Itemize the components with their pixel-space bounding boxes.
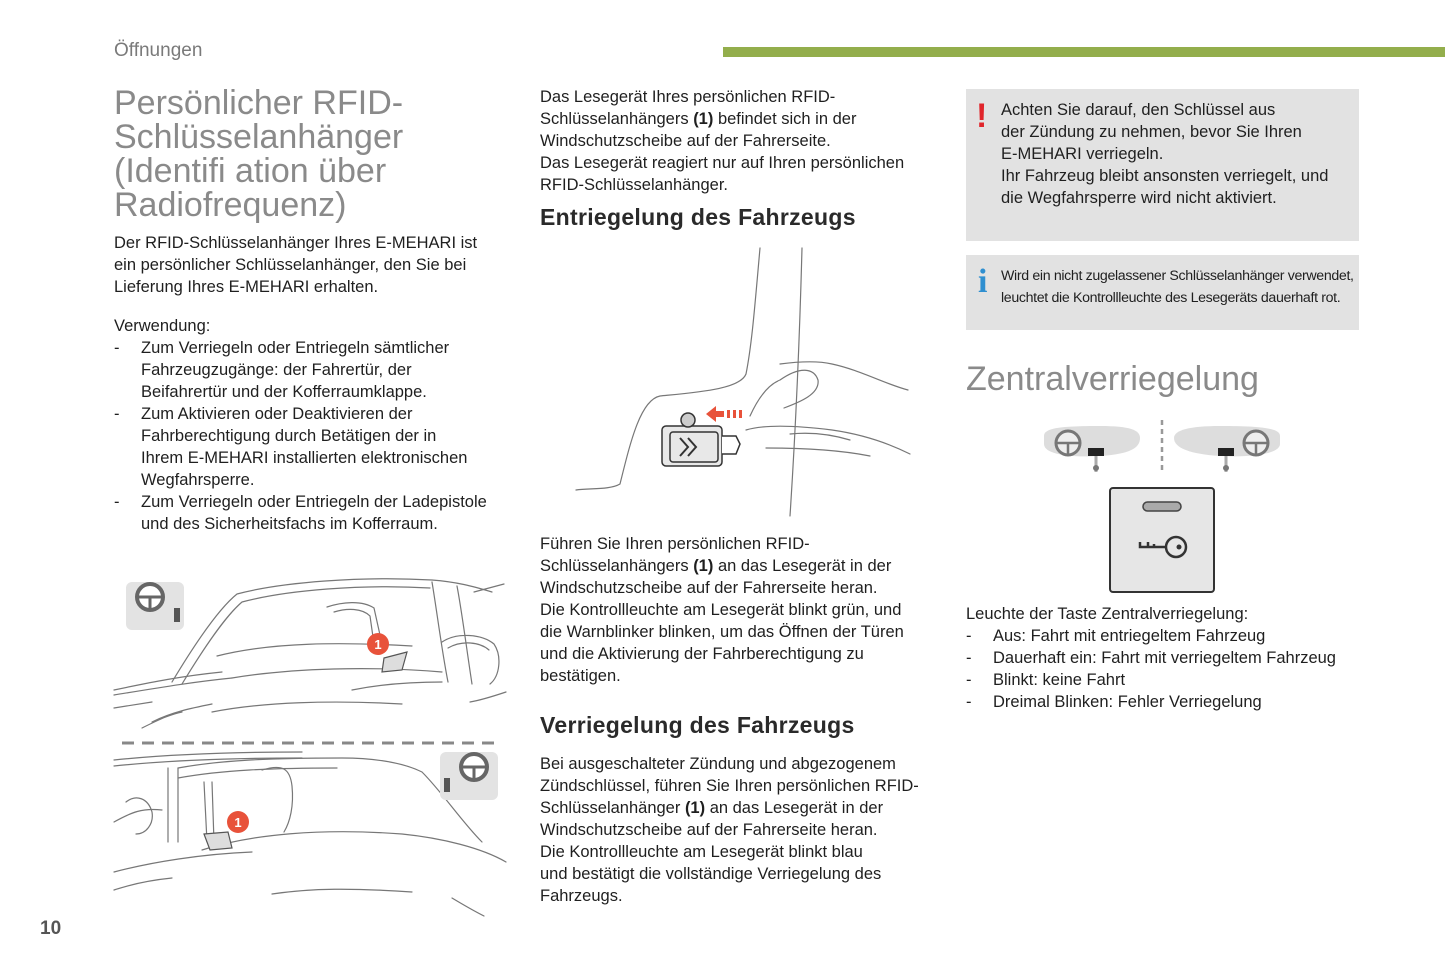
lock-heading: Verriegelung des Fahrzeugs — [540, 712, 855, 738]
text-line: Schlüsselanhänger (1) an das Lesegerät in der — [540, 799, 884, 817]
text-line: Die Kontrollleuchte am Lesegerät blinkt blau — [540, 843, 863, 861]
text-line: - Zum Verriegeln oder Entriegeln sämtlicher — [141, 339, 450, 357]
central-locking-illustration — [1040, 416, 1285, 596]
text-line: Ihr Fahrzeug bleibt ansonsten verriegelt, und — [1001, 167, 1329, 185]
text-line: Lieferung Ihres E-MEHARI erhalten. — [114, 278, 379, 296]
warning-box — [966, 89, 1359, 241]
lock-paragraph — [540, 753, 935, 907]
text-line: Die Kontrollleuchte am Lesegerät blinkt grün, und — [540, 601, 902, 619]
text-line: Windschutzscheibe auf der Fahrerseite heran. — [540, 579, 878, 597]
text-line: ein persönlicher Schlüsselanhänger, den Sie bei — [114, 256, 467, 274]
page-title-line: Schlüsselanhänger — [114, 118, 404, 156]
text-line: und die Aktivierung der Fahrberechtigung zu — [540, 645, 864, 663]
text-line: Der RFID-Schlüsselanhänger Ihres E-MEHARI ist — [114, 234, 478, 252]
text-line: die Wegfahrsperre wird nicht aktiviert. — [1001, 189, 1277, 207]
unlock-heading: Entriegelung des Fahrzeugs — [540, 204, 856, 230]
list-item — [114, 491, 514, 535]
text-line: und bestätigt die vollständige Verriegelung des — [540, 865, 882, 883]
list-item: - Blinkt: keine Fahrt — [966, 669, 1386, 691]
text-line: RFID-Schlüsselanhänger. — [540, 176, 729, 194]
callout-marker — [227, 811, 249, 833]
text-line: Das Lesegerät Ihres persönlichen RFID- — [540, 88, 836, 106]
callout-number: 1 — [374, 637, 382, 652]
info-icon: i — [978, 263, 988, 300]
keyfob-icon — [662, 413, 740, 466]
warning-text — [1001, 99, 1351, 209]
section-accent-bar — [723, 47, 1445, 57]
usage-section — [114, 315, 514, 535]
text-line: der Zündung zu nehmen, bevor Sie Ihren — [1001, 123, 1302, 141]
text-line: Schlüsselanhängers (1) an das Lesegerät in der — [540, 557, 892, 575]
text-line: Fahrberechtigung durch Betätigen der in — [141, 427, 437, 445]
page-title-line: Radiofrequenz) — [114, 186, 347, 224]
list-item: - Aus: Fahrt mit entriegeltem Fahrzeug — [966, 625, 1386, 647]
list-item: - Dauerhaft ein: Fahrt mit verriegeltem Fahrzeug — [966, 647, 1386, 669]
page-title-line: (Identifi ation über — [114, 152, 387, 190]
text-line: Wegfahrsperre. — [141, 471, 255, 489]
car-interior-illustration — [112, 572, 508, 918]
left-hand-drive-icon — [1044, 426, 1140, 472]
direction-arrow-icon — [706, 406, 742, 422]
unlock-paragraph — [540, 533, 930, 687]
steering-wheel-icon — [440, 752, 498, 800]
central-lock-button-icon — [1110, 488, 1214, 592]
text-line: Ihrem E-MEHARI installierten elektronischen — [141, 449, 468, 467]
text-line: bestätigen. — [540, 667, 621, 685]
callout-number: 1 — [234, 815, 242, 830]
usage-list — [114, 337, 514, 535]
text-line: E-MEHARI verriegeln. — [1001, 145, 1164, 163]
text-line: Fahrzeugs. — [540, 887, 623, 905]
text-line: Achten Sie darauf, den Schlüssel aus — [1001, 101, 1276, 119]
text-line: leuchtet die Kontrollleuchte des Lesegeräts dauerhaft rot. — [1001, 290, 1341, 306]
callout-marker — [367, 633, 389, 655]
text-line: Beifahrertür und der Kofferraumklappe. — [141, 383, 427, 401]
info-box — [966, 255, 1359, 330]
text-line: Führen Sie Ihren persönlichen RFID- — [540, 535, 810, 553]
central-locking-title: Zentralverriegelung — [966, 360, 1259, 398]
led-section — [966, 603, 1386, 713]
reader-intro — [540, 86, 930, 196]
text-line: Schlüsselanhängers (1) befindet sich in der — [540, 110, 857, 128]
led-heading: Leuchte der Taste Zentralverriegelung: — [966, 605, 1249, 623]
list-item: - Dreimal Blinken: Fehler Verriegelung — [966, 691, 1386, 713]
led-status-list — [966, 625, 1386, 713]
list-item — [114, 403, 514, 491]
right-hand-drive-icon — [1174, 426, 1280, 472]
keyfob-reader-illustration — [570, 244, 915, 519]
text-line: Windschutzscheibe auf der Fahrerseite. — [540, 132, 831, 150]
text-line: Fahrzeugzugänge: der Fahrertür, der — [141, 361, 412, 379]
warning-icon: ! — [976, 97, 988, 135]
page-number: 10 — [40, 918, 62, 939]
usage-heading: Verwendung: — [114, 317, 211, 335]
text-line: Das Lesegerät reagiert nur auf Ihren persönlichen — [540, 154, 905, 172]
text-line: und des Sicherheitsfachs im Kofferraum. — [141, 515, 438, 533]
intro-paragraph — [114, 232, 509, 298]
page-title-line: Persönlicher RFID- — [114, 84, 404, 122]
page-title — [114, 86, 403, 222]
text-line: - Zum Verriegeln oder Entriegeln der Ladepistole — [141, 493, 487, 511]
section-label: Öffnungen — [114, 40, 203, 61]
text-line: Zündschlüssel, führen Sie Ihren persönlichen RFID- — [540, 777, 919, 795]
text-line: Windschutzscheibe auf der Fahrerseite heran. — [540, 821, 878, 839]
text-line: die Warnblinker blinken, um das Öffnen der Türen — [540, 623, 904, 641]
text-line: - Zum Aktivieren oder Deaktivieren der — [141, 405, 413, 423]
text-line: Wird ein nicht zugelassener Schlüsselanhänger verwendet, — [1001, 268, 1354, 284]
info-text — [1001, 265, 1356, 309]
steering-wheel-icon — [126, 582, 184, 630]
list-item — [114, 337, 514, 403]
text-line: Bei ausgeschalteter Zündung und abgezogenem — [540, 755, 896, 773]
